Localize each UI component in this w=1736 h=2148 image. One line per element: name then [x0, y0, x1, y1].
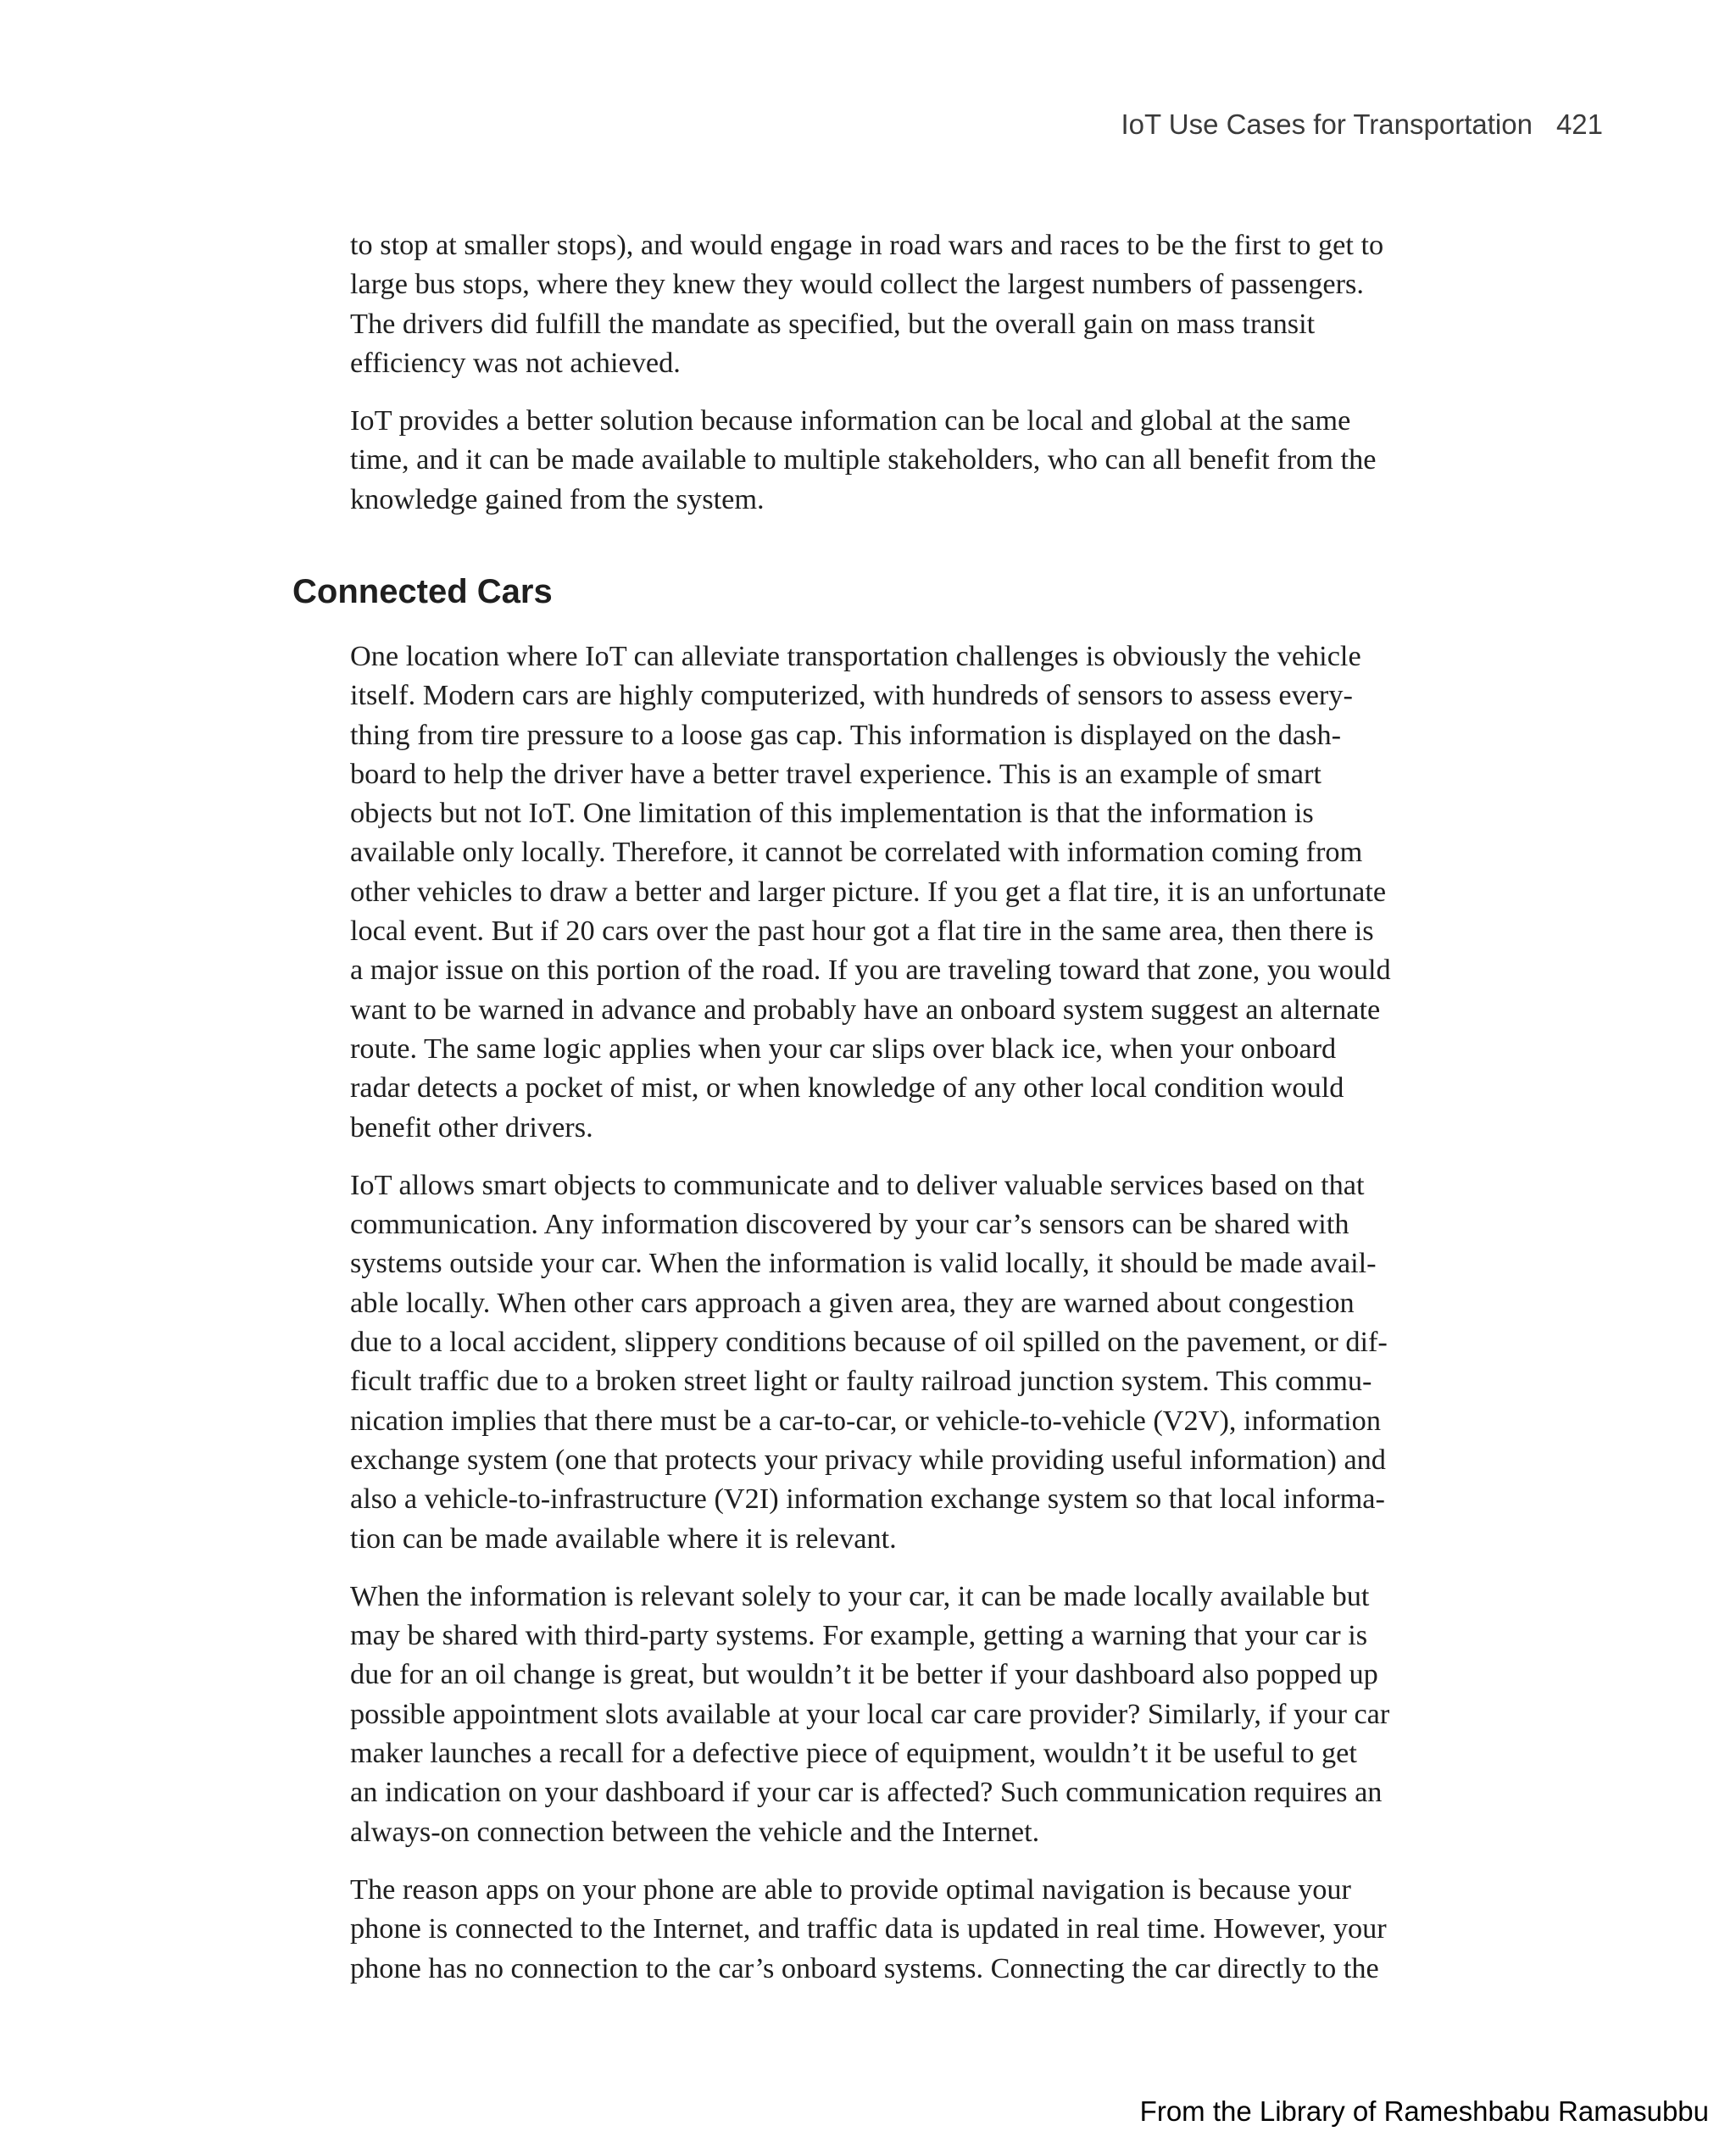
paragraph-continued-2 [350, 401, 1490, 519]
text-line: maker launches a recall for a defective piece of equipment, wouldn’t it be useful to get [350, 1737, 1357, 1770]
paragraph-4 [350, 1870, 1490, 1988]
text-line: able locally. When other cars approach a given area, they are warned about congestion [350, 1286, 1355, 1319]
section-heading: Connected Cars [292, 573, 553, 610]
library-footer: From the Library of Rameshbabu Ramasubbu [1139, 2095, 1709, 2127]
text-line: knowledge gained from the system. [350, 482, 765, 515]
text-line: When the information is relevant solely to your car, it can be made locally available but [350, 1579, 1370, 1612]
continued-text-block [350, 225, 1490, 537]
text-line: other vehicles to draw a better and larger picture. If you get a flat tire, it is an unfortunate [350, 875, 1387, 908]
text-line: itself. Modern cars are highly computerized, with hundreds of sensors to assess every- [350, 679, 1353, 712]
text-line: a major issue on this portion of the road. If you are traveling toward that zone, you would [350, 954, 1391, 987]
text-line: also a vehicle-to-infrastructure (V2I) information exchange system so that local informa- [350, 1483, 1385, 1516]
text-line: phone is connected to the Internet, and traffic data is updated in real time. However, your [350, 1912, 1387, 1945]
paragraph-1 [350, 637, 1490, 1147]
text-line: ficult traffic due to a broken street light or faulty railroad junction system. This commu- [350, 1365, 1372, 1398]
text-line: to stop at smaller stops), and would engage in road wars and races to be the first to get to [350, 229, 1384, 261]
text-line: IoT allows smart objects to communicate and to deliver valuable services based on that [350, 1168, 1365, 1201]
text-line: possible appointment slots available at your local car care provider? Similarly, if your car [350, 1697, 1390, 1730]
paragraph-3 [350, 1577, 1490, 1851]
text-line: IoT provides a better solution because information can be local and global at the same [350, 404, 1351, 437]
text-line: local event. But if 20 cars over the past hour got a flat tire in the same area, then there is [350, 915, 1374, 948]
text-line: The reason apps on your phone are able to provide optimal navigation is because your [350, 1873, 1351, 1906]
text-line: systems outside your car. When the information is valid locally, it should be made avail- [350, 1247, 1377, 1280]
text-line: The drivers did fulfill the mandate as specified, but the overall gain on mass transit [350, 307, 1316, 340]
text-line: radar detects a pocket of mist, or when knowledge of any other local condition would [350, 1071, 1344, 1105]
text-line: want to be warned in advance and probably have an onboard system suggest an alternate [350, 993, 1381, 1026]
section-body [350, 637, 1490, 2006]
running-title: IoT Use Cases for Transportation [1121, 109, 1533, 140]
text-line: always-on connection between the vehicle and the Internet. [350, 1815, 1040, 1848]
text-line: due to a local accident, slippery conditions because of oil spilled on the pavement, or dif- [350, 1326, 1388, 1359]
text-line: thing from tire pressure to a loose gas cap. This information is displayed on the dash- [350, 718, 1342, 751]
running-header [1121, 109, 1603, 141]
text-line: exchange system (one that protects your privacy while providing useful information) and [350, 1443, 1386, 1476]
text-line: benefit other drivers. [350, 1110, 593, 1144]
text-line: time, and it can be made available to multiple stakeholders, who can all benefit from the [350, 443, 1377, 476]
text-line: tion can be made available where it is relevant. [350, 1522, 897, 1555]
text-line: may be shared with third-party systems. For example, getting a warning that your car is [350, 1619, 1368, 1652]
text-line: efficiency was not achieved. [350, 346, 681, 379]
text-line: phone has no connection to the car’s onboard systems. Connecting the car directly to the [350, 1951, 1379, 1984]
text-line: due for an oil change is great, but wouldn’t it be better if your dashboard also popped up [350, 1658, 1378, 1691]
text-line: available only locally. Therefore, it cannot be correlated with information coming from [350, 836, 1363, 869]
text-line: large bus stops, where they knew they would collect the largest numbers of passengers. [350, 268, 1364, 301]
text-line: route. The same logic applies when your car slips over black ice, when your onboard [350, 1032, 1337, 1065]
text-line: objects but not IoT. One limitation of this implementation is that the information is [350, 797, 1314, 830]
page-number: 421 [1555, 109, 1603, 140]
text-line: nication implies that there must be a car-to-car, or vehicle-to-vehicle (V2V), information [350, 1404, 1381, 1437]
paragraph-2 [350, 1166, 1490, 1558]
paragraph-continued-1 [350, 225, 1490, 382]
text-line: communication. Any information discovered by your car’s sensors can be shared with [350, 1208, 1349, 1241]
text-line: One location where IoT can alleviate transportation challenges is obviously the vehicle [350, 640, 1361, 672]
text-line: board to help the driver have a better travel experience. This is an example of smart [350, 757, 1321, 790]
text-line: an indication on your dashboard if your car is affected? Such communication requires an [350, 1776, 1383, 1809]
